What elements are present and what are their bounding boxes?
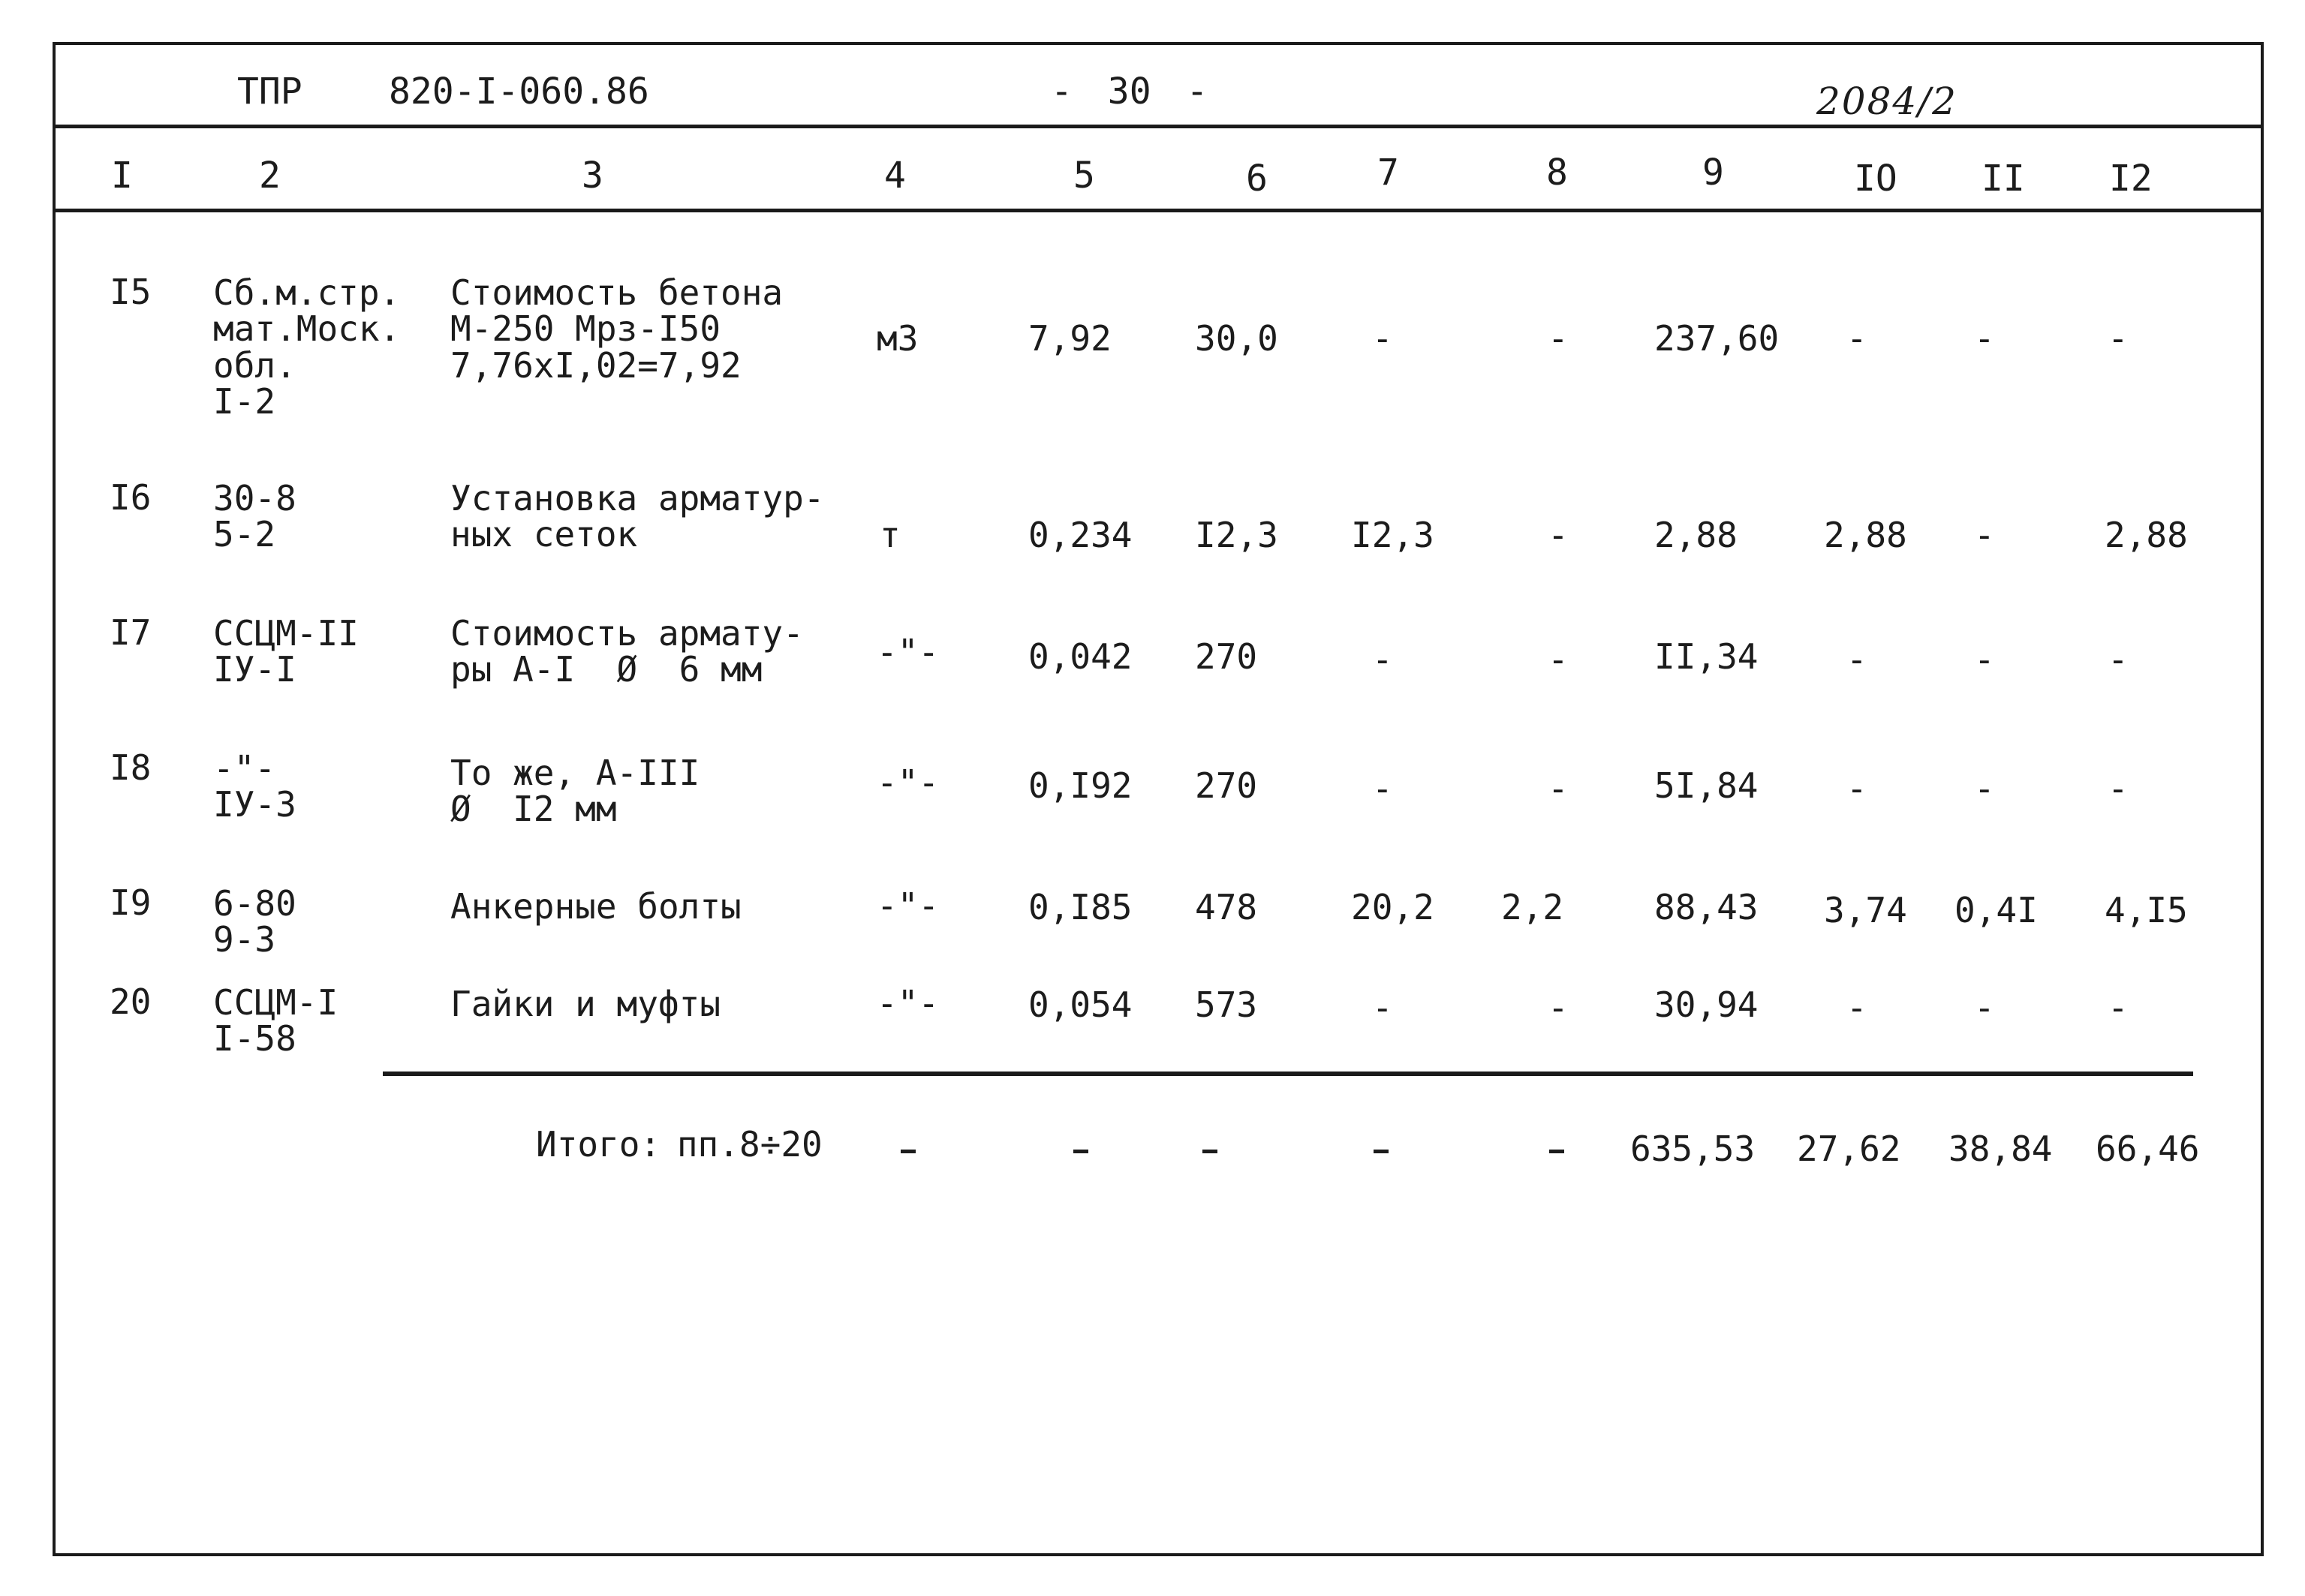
row-col8: -	[1548, 515, 1569, 555]
row-code: 6-80 9-3	[213, 883, 296, 960]
col-3-label: 3	[582, 155, 603, 197]
row-code: ССЦМ-II IУ-I	[213, 613, 359, 690]
row-name: Стоимость бетона М-250 Мрз-I50 7,76хI,02=7,92	[450, 272, 784, 386]
row-code: 30-8 5-2	[213, 478, 296, 555]
row-total: 30,94	[1654, 984, 1759, 1025]
row-col8: -	[1548, 639, 1569, 680]
row-price: 30,0	[1195, 318, 1278, 359]
row-price: 270	[1195, 765, 1258, 806]
row-unit: м3	[877, 318, 919, 359]
row-unit: т	[880, 515, 901, 555]
totals-col9: 635,53	[1630, 1129, 1756, 1169]
row-number: I9	[110, 882, 152, 923]
row-col12: 2,88	[2105, 515, 2188, 555]
row-name: Стоимость армату- ры А-I Ø 6 мм	[450, 613, 804, 690]
row-code: Сб.м.стр. мат.Моск. обл. I-2	[213, 272, 401, 422]
totals-dash-col6	[1202, 1150, 1217, 1153]
col-4-label: 4	[884, 155, 906, 197]
row-col12: -	[2108, 987, 2129, 1028]
row-name: Установка арматур- ных сеток	[450, 478, 825, 555]
row-col11: -	[1974, 639, 1995, 680]
row-unit: -"-	[877, 983, 940, 1023]
row-total: 2,88	[1654, 515, 1738, 555]
row-quantity: 0,I85	[1028, 887, 1133, 927]
row-col8: -	[1548, 318, 1569, 359]
totals-col10: 27,62	[1797, 1129, 1901, 1169]
row-col11: -	[1974, 987, 1995, 1028]
row-price: I2,3	[1195, 515, 1278, 555]
row-col12: -	[2108, 318, 2129, 359]
row-col12: -	[2108, 639, 2129, 680]
totals-rule	[383, 1072, 2193, 1076]
row-col8: -	[1548, 768, 1569, 809]
totals-dash-col7	[1374, 1150, 1389, 1153]
row-total: 5I,84	[1654, 765, 1759, 806]
row-col11: -	[1974, 515, 1995, 555]
col-2-label: 2	[259, 155, 281, 197]
col-8-label: 8	[1546, 152, 1568, 194]
col-11-label: II	[1982, 158, 2025, 200]
row-col12: -	[2108, 768, 2129, 809]
row-price: 573	[1195, 984, 1258, 1025]
row-col7: -	[1372, 987, 1393, 1028]
row-col7: 20,2	[1351, 887, 1434, 927]
doc-type: ТПР	[237, 71, 302, 113]
row-col10: -	[1846, 987, 1867, 1028]
row-price: 270	[1195, 636, 1258, 677]
row-col11: -	[1974, 768, 1995, 809]
row-unit: -"-	[877, 885, 940, 926]
row-number: I6	[110, 477, 152, 518]
row-col10: -	[1846, 318, 1867, 359]
row-col10: -	[1846, 768, 1867, 809]
page-frame	[53, 42, 2264, 1556]
col-1-label: I	[111, 155, 133, 197]
col-10-label: IO	[1854, 158, 1897, 200]
row-quantity: 0,234	[1028, 515, 1133, 555]
col-7-label: 7	[1377, 152, 1399, 194]
col-9-label: 9	[1702, 152, 1724, 194]
totals-dash-col4	[901, 1150, 916, 1153]
page-number: - 30 -	[1051, 71, 1208, 113]
row-number: 20	[110, 981, 152, 1022]
row-total: II,34	[1654, 636, 1759, 677]
row-col8: 2,2	[1501, 887, 1564, 927]
row-total: 237,60	[1654, 318, 1780, 359]
row-price: 478	[1195, 887, 1258, 927]
row-col12: 4,I5	[2105, 890, 2188, 930]
row-col8: -	[1548, 987, 1569, 1028]
row-number: I5	[110, 272, 152, 312]
row-quantity: 0,042	[1028, 636, 1133, 677]
row-col7: -	[1372, 318, 1393, 359]
row-quantity: 0,054	[1028, 984, 1133, 1025]
row-col10: 3,74	[1824, 890, 1907, 930]
totals-col12: 66,46	[2096, 1129, 2200, 1169]
row-unit: -"-	[877, 762, 940, 803]
totals-dash-col8	[1549, 1150, 1564, 1153]
row-col11: -	[1974, 318, 1995, 359]
totals-dash-col5	[1073, 1150, 1088, 1153]
row-name: Гайки и муфты	[450, 984, 721, 1024]
totals-col11: 38,84	[1948, 1129, 2053, 1169]
row-number: I8	[110, 747, 152, 788]
row-total: 88,43	[1654, 887, 1759, 927]
column-header-rule	[53, 209, 2261, 212]
handwritten-number: 2084/2	[1816, 80, 1957, 123]
row-col10: -	[1846, 639, 1867, 680]
row-name: То же, А-III Ø I2 мм	[450, 753, 700, 830]
col-6-label: 6	[1246, 158, 1268, 200]
row-quantity: 7,92	[1028, 318, 1112, 359]
row-name: Анкерные болты	[450, 886, 742, 927]
row-col10: 2,88	[1824, 515, 1907, 555]
row-code: -"- IУ-3	[213, 748, 296, 825]
header-rule	[53, 125, 2261, 128]
totals-label: Итого: пп.8÷20	[536, 1124, 823, 1165]
col-5-label: 5	[1073, 155, 1095, 197]
row-number: I7	[110, 612, 152, 653]
row-quantity: 0,I92	[1028, 765, 1133, 806]
col-12-label: I2	[2109, 158, 2153, 200]
doc-number: 820-I-060.86	[389, 71, 649, 113]
row-col11: 0,4I	[1954, 890, 2038, 930]
row-col7: -	[1372, 639, 1393, 680]
row-col7: -	[1372, 768, 1393, 809]
row-code: ССЦМ-I I-58	[213, 982, 339, 1059]
row-col7: I2,3	[1351, 515, 1434, 555]
row-unit: -"-	[877, 632, 940, 672]
